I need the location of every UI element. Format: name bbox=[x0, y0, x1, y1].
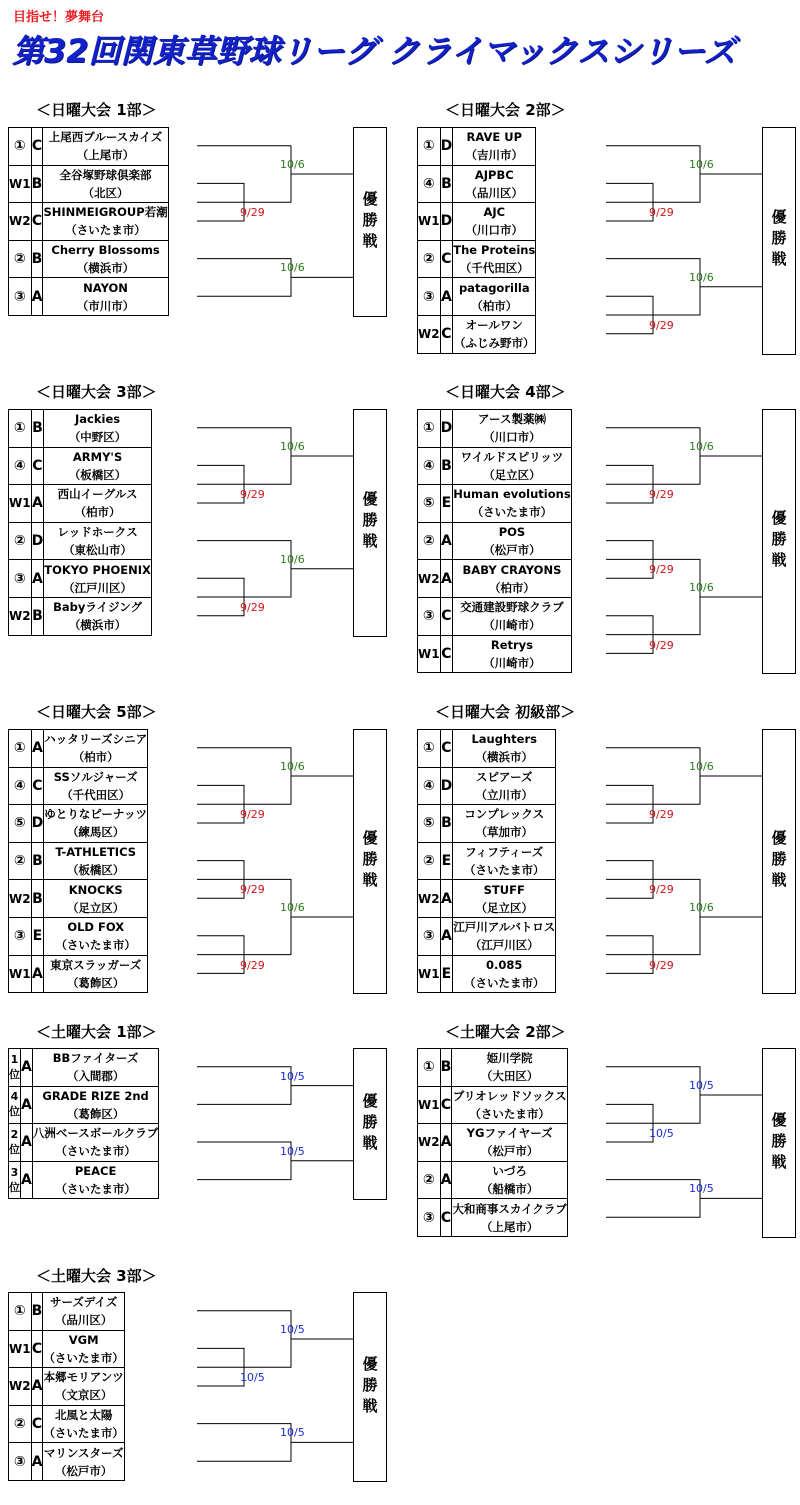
seed-cell: ② bbox=[9, 522, 32, 560]
team-name: patagorilla bbox=[458, 280, 530, 295]
bracket-title: ＜日曜大会 初級部＞ bbox=[435, 703, 576, 721]
group-cell: A bbox=[31, 485, 44, 523]
group-cell: A bbox=[440, 522, 453, 560]
match-date: 10/6 bbox=[280, 261, 305, 275]
team-city: （葛飾区） bbox=[66, 1106, 125, 1121]
team-city: （板橋区） bbox=[68, 467, 127, 482]
team-city: （中野区） bbox=[68, 430, 127, 445]
team-city: （川口市） bbox=[465, 223, 524, 238]
team-city: （柏市） bbox=[74, 505, 121, 520]
seed-cell: W1 bbox=[9, 1330, 32, 1368]
group-cell: C bbox=[31, 767, 44, 805]
group-cell: C bbox=[440, 240, 453, 278]
bracket-title: ＜土曜大会 1部＞ bbox=[36, 1023, 157, 1041]
match-date: 9/29 bbox=[240, 958, 265, 972]
final-label: 優勝戦 bbox=[360, 1092, 379, 1156]
seed-cell: ① bbox=[9, 410, 32, 448]
final-box bbox=[353, 1292, 387, 1482]
group-cell: E bbox=[440, 955, 453, 993]
team-name: NAYON bbox=[83, 280, 128, 295]
group-cell: C bbox=[31, 1330, 43, 1368]
team-name: VGM bbox=[68, 1332, 99, 1347]
seed-cell: W1 bbox=[418, 955, 441, 993]
final-label: 優勝戦 bbox=[360, 830, 379, 894]
team-city: （ふじみ野市） bbox=[454, 336, 535, 351]
final-label: 優勝戦 bbox=[769, 830, 788, 894]
match-date: 10/6 bbox=[280, 440, 305, 453]
group-cell: A bbox=[440, 917, 453, 955]
team-name: TOKYO PHOENIX bbox=[44, 562, 151, 577]
team-city: （川崎市） bbox=[483, 618, 541, 633]
group-cell: B bbox=[440, 1049, 452, 1087]
team-city: （北区） bbox=[82, 185, 129, 200]
team-city: （練馬区） bbox=[66, 825, 125, 840]
final-label: 優勝戦 bbox=[360, 190, 379, 254]
team-name: T-ATHLETICS bbox=[55, 845, 137, 860]
seed-cell: W1 bbox=[418, 635, 441, 673]
team-name: 0.085 bbox=[486, 957, 523, 972]
seed-cell: W1 bbox=[9, 955, 32, 993]
team-name: AJC bbox=[483, 205, 506, 220]
match-date: 9/29 bbox=[240, 206, 265, 220]
seed-cell: ① bbox=[418, 410, 441, 448]
group-cell: A bbox=[21, 1049, 33, 1087]
group-cell: E bbox=[440, 485, 453, 523]
seed-cell: W1 bbox=[9, 485, 32, 523]
match-date: 9/29 bbox=[240, 808, 265, 822]
team-name: アース製薬㈱ bbox=[477, 412, 546, 427]
team-name: 上尾西ブルースカイズ bbox=[48, 130, 163, 145]
group-cell: D bbox=[31, 522, 44, 560]
team-name: Babyライジング bbox=[53, 600, 143, 615]
team-city: （上尾市） bbox=[76, 148, 135, 163]
final-label: 優勝戦 bbox=[769, 1111, 788, 1175]
group-cell: B bbox=[31, 1293, 43, 1331]
group-cell: B bbox=[31, 597, 44, 635]
seed-cell: ④ bbox=[418, 447, 441, 485]
team-city: （川崎市） bbox=[483, 655, 541, 670]
match-date: 9/29 bbox=[649, 563, 674, 577]
team-name: スピアーズ bbox=[475, 769, 533, 784]
team-city: （江戸川区） bbox=[469, 938, 539, 953]
seed-cell: ③ bbox=[9, 560, 32, 598]
group-cell: C bbox=[31, 1405, 43, 1443]
match-date: 10/5 bbox=[280, 1323, 305, 1336]
final-label: 優勝戦 bbox=[769, 510, 788, 574]
team-city: （さいたま市） bbox=[55, 938, 136, 953]
team-city: （品川区） bbox=[465, 185, 524, 200]
group-cell: D bbox=[440, 128, 453, 166]
team-city: （船橋市） bbox=[480, 1182, 539, 1197]
seed-cell: ④ bbox=[418, 165, 441, 203]
team-city: （文京区） bbox=[54, 1388, 113, 1403]
group-cell: A bbox=[21, 1086, 33, 1124]
group-cell: A bbox=[31, 1443, 43, 1481]
team-name: ワイルドスピリッツ bbox=[460, 449, 564, 464]
seed-cell: W2 bbox=[418, 880, 441, 918]
seed-cell: ⑤ bbox=[9, 805, 32, 843]
seed-cell: ④ bbox=[418, 767, 441, 805]
team-name: KNOCKS bbox=[68, 882, 123, 897]
seed-cell: W2 bbox=[418, 1124, 441, 1162]
bracket-line bbox=[197, 1424, 291, 1462]
seed-cell: ② bbox=[418, 1161, 441, 1199]
bracket-title: ＜土曜大会 3部＞ bbox=[36, 1267, 157, 1285]
team-city: （さいたま市） bbox=[469, 1106, 550, 1121]
team-city: （板橋区） bbox=[66, 863, 125, 878]
seed-cell: ① bbox=[9, 1293, 32, 1331]
match-date: 9/29 bbox=[240, 601, 265, 614]
team-name: 交通建設野球クラブ bbox=[460, 600, 564, 615]
seed-cell: W2 bbox=[9, 203, 32, 241]
final-box bbox=[762, 1048, 796, 1238]
team-city: （江戸川区） bbox=[63, 580, 133, 595]
group-cell: A bbox=[21, 1124, 33, 1162]
team-name: PEACE bbox=[74, 1164, 117, 1179]
team-name: いづろ bbox=[492, 1164, 527, 1179]
team-city: （葛飾区） bbox=[66, 975, 125, 990]
seed-cell: ④ bbox=[9, 767, 32, 805]
team-city: （川口市） bbox=[483, 430, 541, 445]
group-cell: A bbox=[440, 880, 453, 918]
seed-cell: ③ bbox=[418, 597, 441, 635]
group-cell: C bbox=[440, 1086, 452, 1124]
team-name: コンプレックス bbox=[464, 807, 545, 822]
group-cell: E bbox=[440, 842, 453, 880]
final-label: 優勝戦 bbox=[360, 491, 379, 555]
seed-cell: ④ bbox=[9, 447, 32, 485]
team-name: AJPBC bbox=[474, 167, 514, 182]
team-name: レッドホークス bbox=[57, 525, 138, 540]
group-cell: B bbox=[31, 880, 44, 918]
group-cell: B bbox=[31, 240, 43, 278]
seed-cell: ① bbox=[418, 1049, 441, 1087]
team-city: （千代田区） bbox=[459, 261, 529, 276]
group-cell: B bbox=[31, 842, 44, 880]
seed-cell: W2 bbox=[9, 1368, 32, 1406]
team-city: （松戸市） bbox=[480, 1144, 539, 1159]
seed-cell: W1 bbox=[418, 1086, 441, 1124]
match-date: 10/5 bbox=[280, 1426, 305, 1440]
group-cell: B bbox=[440, 805, 453, 843]
match-date: 10/6 bbox=[689, 901, 714, 914]
team-name: STUFF bbox=[483, 882, 525, 897]
group-cell: C bbox=[31, 128, 43, 166]
team-city: （東松山市） bbox=[63, 543, 133, 558]
group-cell: C bbox=[440, 597, 453, 635]
bracket-title: ＜日曜大会 4部＞ bbox=[445, 383, 566, 401]
group-cell: D bbox=[440, 767, 453, 805]
team-city: （柏市） bbox=[471, 298, 518, 313]
team-city: （足立区） bbox=[66, 900, 125, 915]
team-city: （松戸市） bbox=[483, 543, 541, 558]
team-name: Jackies bbox=[75, 412, 121, 427]
team-city: （足立区） bbox=[483, 467, 541, 482]
group-cell: B bbox=[31, 165, 43, 203]
match-date: 9/29 bbox=[649, 206, 674, 220]
bracket-lines bbox=[417, 0, 797, 1505]
match-date: 10/6 bbox=[280, 760, 305, 773]
team-city: （さいたま市） bbox=[471, 505, 553, 520]
team-city: （さいたま市） bbox=[55, 1182, 136, 1197]
seed-cell: ② bbox=[9, 842, 32, 880]
team-city: （千代田区） bbox=[61, 787, 131, 802]
seed-cell: 4位 bbox=[9, 1086, 21, 1124]
bracket-title: ＜日曜大会 1部＞ bbox=[36, 101, 157, 119]
match-date: 9/29 bbox=[649, 488, 674, 502]
match-date: 10/6 bbox=[689, 158, 714, 171]
seed-cell: W2 bbox=[418, 315, 441, 353]
seed-cell: 3位 bbox=[9, 1161, 21, 1199]
match-date: 10/5 bbox=[240, 1371, 265, 1385]
team-city: （さいたま市） bbox=[43, 1350, 124, 1365]
team-city: （横浜市） bbox=[76, 261, 135, 276]
seed-cell: ② bbox=[418, 522, 441, 560]
team-city: （吉川市） bbox=[465, 148, 524, 163]
bracket-title: ＜日曜大会 3部＞ bbox=[36, 383, 157, 401]
team-name: オールワン bbox=[465, 318, 523, 333]
team-name: Human evolutions bbox=[453, 487, 571, 502]
team-name: BBファイターズ bbox=[52, 1051, 139, 1066]
team-name: サーズデイズ bbox=[50, 1295, 118, 1310]
seed-cell: ① bbox=[9, 128, 32, 166]
bracket-title: ＜日曜大会 5部＞ bbox=[36, 703, 157, 721]
seed-cell: ② bbox=[418, 842, 441, 880]
team-name: 本郷モリアンツ bbox=[43, 1370, 124, 1385]
group-cell: A bbox=[21, 1161, 33, 1199]
match-date: 9/29 bbox=[649, 958, 674, 972]
team-name: フィフティーズ bbox=[465, 845, 544, 860]
match-date: 9/29 bbox=[240, 488, 265, 502]
seed-cell: 1位 bbox=[9, 1049, 21, 1087]
team-city: （立川市） bbox=[475, 787, 533, 802]
group-cell: B bbox=[440, 165, 453, 203]
group-cell: C bbox=[440, 315, 453, 353]
match-date: 10/5 bbox=[689, 1079, 714, 1092]
match-date: 10/5 bbox=[649, 1127, 674, 1141]
group-cell: A bbox=[31, 730, 44, 768]
team-city: （松戸市） bbox=[54, 1463, 113, 1478]
team-city: （さいたま市） bbox=[463, 863, 545, 878]
team-name: 北風と太陽 bbox=[54, 1408, 113, 1423]
team-city: （さいたま市） bbox=[65, 223, 146, 238]
seed-cell: ③ bbox=[9, 917, 32, 955]
match-date: 9/29 bbox=[649, 319, 674, 332]
team-name: 江戸川アルバトロス bbox=[453, 920, 556, 935]
team-name: 西山イーグルス bbox=[57, 487, 138, 502]
header-subtitle: 目指せ！夢舞台 bbox=[13, 10, 105, 25]
seed-cell: ① bbox=[418, 730, 441, 768]
match-date: 10/5 bbox=[280, 1069, 305, 1083]
team-name: ハッタリーズシニア bbox=[44, 732, 148, 747]
team-city: （入間郡） bbox=[66, 1069, 125, 1084]
team-city: （さいたま市） bbox=[43, 1426, 124, 1441]
seed-cell: W2 bbox=[418, 560, 441, 598]
seed-cell: ③ bbox=[418, 278, 441, 316]
seed-cell: ③ bbox=[9, 278, 32, 316]
bracket-title: ＜日曜大会 2部＞ bbox=[445, 101, 566, 119]
team-name: The Proteins bbox=[453, 243, 536, 258]
team-name: 姫川学院 bbox=[486, 1051, 533, 1066]
team-city: （大田区） bbox=[480, 1069, 539, 1084]
seed-cell: ③ bbox=[9, 1443, 32, 1481]
match-date: 10/6 bbox=[689, 440, 714, 453]
group-cell: A bbox=[31, 278, 43, 316]
seed-cell: ③ bbox=[418, 1199, 441, 1237]
group-cell: A bbox=[440, 1161, 452, 1199]
team-city: （横浜市） bbox=[68, 618, 127, 633]
team-city: （柏市） bbox=[72, 750, 119, 765]
seed-cell: ⑤ bbox=[418, 485, 441, 523]
group-cell: B bbox=[440, 447, 453, 485]
seed-cell: W2 bbox=[9, 597, 32, 635]
group-cell: A bbox=[31, 1368, 43, 1406]
team-name: YGファイヤーズ bbox=[466, 1126, 553, 1141]
group-cell: C bbox=[31, 447, 44, 485]
team-name: ゆとりなピーナッツ bbox=[44, 807, 148, 822]
team-name: Cherry Blossoms bbox=[51, 243, 160, 258]
group-cell: A bbox=[440, 278, 453, 316]
team-name: ブリオレッドソックス bbox=[452, 1088, 567, 1103]
team-name: OLD FOX bbox=[67, 920, 125, 935]
group-cell: D bbox=[440, 203, 453, 241]
bracket-line bbox=[606, 1180, 700, 1218]
bracket-title: ＜土曜大会 2部＞ bbox=[445, 1023, 566, 1041]
team-name: マリンスターズ bbox=[43, 1445, 124, 1460]
group-cell: C bbox=[440, 635, 453, 673]
match-date: 10/5 bbox=[689, 1182, 714, 1196]
seed-cell: ② bbox=[9, 1405, 32, 1443]
team-name: 大和商事スカイクラブ bbox=[452, 1201, 567, 1216]
group-cell: A bbox=[440, 1124, 452, 1162]
group-cell: D bbox=[440, 410, 453, 448]
team-city: （品川区） bbox=[54, 1313, 113, 1328]
team-name: BABY CRAYONS bbox=[462, 562, 562, 577]
team-name: 八洲ベースボールクラブ bbox=[32, 1126, 159, 1141]
match-date: 10/6 bbox=[280, 158, 305, 171]
group-cell: A bbox=[31, 560, 44, 598]
final-label: 優勝戦 bbox=[360, 1355, 379, 1419]
page-title: 第32回関東草野球リーグ クライマックスシリーズ bbox=[12, 32, 736, 70]
team-city: （横浜市） bbox=[475, 750, 533, 765]
team-name: GRADE RIZE 2nd bbox=[42, 1088, 149, 1103]
group-cell: B bbox=[31, 410, 44, 448]
match-date: 10/6 bbox=[689, 760, 714, 773]
seed-cell: ① bbox=[418, 128, 441, 166]
team-name: SHINMEIGROUP若潮 bbox=[43, 205, 168, 220]
seed-cell: W2 bbox=[9, 880, 32, 918]
team-name: 全谷塚野球倶楽部 bbox=[59, 167, 152, 182]
match-date: 10/6 bbox=[689, 270, 714, 284]
seed-cell: ② bbox=[418, 240, 441, 278]
match-date: 10/6 bbox=[280, 901, 305, 914]
match-date: 9/29 bbox=[649, 883, 674, 897]
team-name: SSソルジャーズ bbox=[53, 769, 138, 784]
team-city: （足立区） bbox=[475, 900, 533, 915]
team-name: ARMY'S bbox=[72, 449, 123, 464]
team-city: （さいたま市） bbox=[55, 1144, 136, 1159]
team-city: （上尾市） bbox=[480, 1219, 539, 1234]
team-city: （草加市） bbox=[475, 825, 533, 840]
match-date: 9/29 bbox=[649, 808, 674, 822]
bracket-lines bbox=[8, 0, 388, 1505]
seed-cell: ③ bbox=[418, 917, 441, 955]
final-label: 優勝戦 bbox=[769, 209, 788, 273]
team-city: （市川市） bbox=[76, 298, 135, 313]
match-date: 10/5 bbox=[280, 1144, 305, 1158]
match-date: 9/29 bbox=[649, 638, 674, 652]
match-date: 10/6 bbox=[689, 581, 714, 594]
team-name: 東京スラッガーズ bbox=[50, 957, 142, 972]
team-city: （柏市） bbox=[488, 580, 535, 595]
seed-cell: ⑤ bbox=[418, 805, 441, 843]
team-city: （さいたま市） bbox=[463, 975, 545, 990]
seed-cell: ① bbox=[9, 730, 32, 768]
group-cell: C bbox=[31, 203, 43, 241]
group-cell: A bbox=[440, 560, 453, 598]
team-name: POS bbox=[498, 525, 526, 540]
match-date: 10/6 bbox=[280, 552, 305, 566]
group-cell: E bbox=[31, 917, 44, 955]
group-cell: A bbox=[31, 955, 44, 993]
team-name: Laughters bbox=[471, 732, 537, 747]
match-date: 9/29 bbox=[240, 883, 265, 897]
team-name: RAVE UP bbox=[466, 130, 523, 145]
group-cell: C bbox=[440, 1199, 452, 1237]
team-name: Retrys bbox=[490, 637, 534, 652]
seed-cell: 2位 bbox=[9, 1124, 21, 1162]
group-cell: D bbox=[31, 805, 44, 843]
seed-cell: W1 bbox=[9, 165, 32, 203]
group-cell: C bbox=[440, 730, 453, 768]
seed-cell: W1 bbox=[418, 203, 441, 241]
seed-cell: ② bbox=[9, 240, 32, 278]
